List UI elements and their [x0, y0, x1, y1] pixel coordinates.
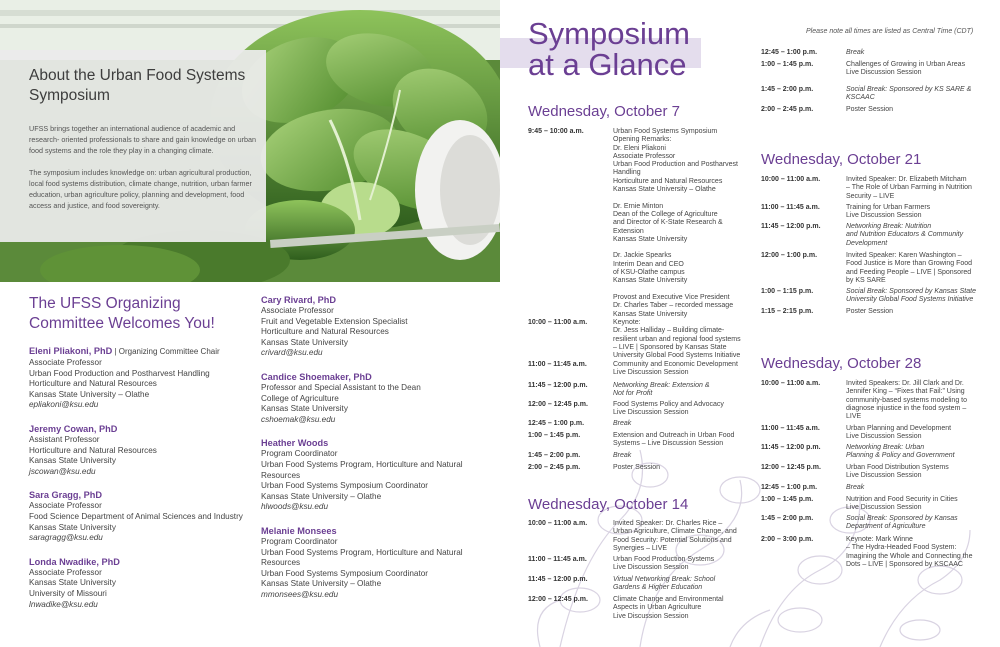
member-email-link[interactable]: lnwadike@ksu.edu — [29, 599, 98, 609]
session-description — [846, 515, 978, 532]
session-line: Social Break: Sponsored by Kansas State — [846, 288, 976, 295]
member-detail: Program Coordinator — [261, 449, 338, 459]
session-time: 10:00 – 11:00 a.m. — [528, 319, 588, 326]
session-line: Provost and Executive Vice President — [613, 293, 730, 301]
member-detail: Kansas State University — [29, 578, 116, 588]
member-email-link[interactable]: mmonsees@ksu.edu — [261, 589, 339, 599]
session-line: Live Discussion Session — [613, 369, 689, 377]
session-time: 12:00 – 1:00 p.m. — [761, 252, 818, 259]
session-description — [846, 536, 978, 569]
session-time: 1:00 – 1:45 p.m. — [761, 61, 814, 68]
member-name — [261, 437, 501, 449]
session-line: diagnose injustice in the food system – — [846, 404, 967, 412]
session-description — [613, 464, 743, 472]
committee-member — [29, 489, 254, 543]
session-line: Systems – Live Discussion Session — [613, 440, 724, 448]
session-time: 11:00 – 11:45 a.m. — [761, 204, 820, 211]
session-line: of KSU-Olathe campus — [613, 269, 685, 277]
session-description — [613, 128, 743, 319]
session-line: Climate Change and Environmental — [613, 596, 724, 603]
session-line: LIVE — [846, 413, 862, 421]
session-time: 12:45 – 1:00 p.m. — [761, 484, 818, 491]
session-line: and Nutrition Educators & Community — [846, 231, 964, 239]
member-email-link[interactable]: saragragg@ksu.edu — [29, 533, 103, 543]
committee-list-left — [29, 345, 254, 622]
session-line: Dr. Jackie Spearks — [613, 252, 672, 260]
session-line: Dr. Ernie Minton — [613, 202, 664, 210]
member-detail: Associate Professor — [261, 306, 334, 315]
member-detail: Associate Professor — [29, 358, 102, 367]
session-line: Networking Break: Nutrition — [846, 223, 932, 230]
session-line: Handling — [613, 169, 641, 177]
session-line: Poster Session — [846, 308, 894, 315]
session-line: Live Discussion Session — [846, 504, 922, 512]
session-line: Dean of the College of Agriculture — [613, 210, 718, 218]
session-time: 10:00 – 11:00 a.m. — [761, 380, 821, 387]
member-detail: Professor and Special Assistant to the Dean — [261, 382, 421, 392]
session-time: 1:00 – 1:15 p.m. — [761, 288, 814, 295]
session-time: 12:00 – 12:45 p.m. — [528, 596, 588, 603]
session-line: Networking Break: Extension & — [613, 382, 710, 389]
member-detail: Urban Food Systems Symposium Coordinator — [261, 481, 429, 491]
session-line: Community and Economic Development — [613, 361, 738, 368]
session-line: community-based systems modeling to — [846, 396, 967, 404]
session-time: 10:00 – 11:00 a.m. — [528, 520, 588, 527]
session-line: Imagining the Whole and Connecting the — [846, 552, 973, 560]
session-line: Dr. Eleni Pliakoni — [613, 144, 666, 152]
session-time: 1:00 – 1:45 p.m. — [528, 432, 581, 439]
member-name-text: Cary Rivard, PhD — [261, 295, 337, 305]
session-line: Live Discussion Session — [846, 212, 922, 220]
session-line: and Director of K-State Research & — [613, 219, 723, 227]
session-line: Opening Remarks: — [613, 136, 672, 144]
session-description — [846, 106, 978, 114]
session-line: Break — [613, 452, 632, 459]
session-line: Poster Session — [613, 464, 661, 471]
session-time: 1:15 – 2:15 p.m. — [761, 308, 814, 315]
member-email-link[interactable]: crivard@ksu.edu — [261, 348, 323, 358]
member-name — [261, 371, 501, 383]
session-line: Dr. Jess Halliday – Building climate- — [613, 327, 725, 335]
session-description — [846, 484, 978, 492]
session-line: – LIVE | Sponsored by Kansas State — [613, 343, 727, 351]
member-name-text: Heather Woods — [261, 438, 329, 449]
session-line: Synergies – LIVE — [613, 544, 668, 552]
session-line: Challenges of Growing in Urban Areas — [846, 61, 966, 68]
member-detail: Horticulture and Natural Resources — [29, 445, 157, 455]
member-email-link[interactable]: hlwoods@ksu.edu — [261, 502, 329, 512]
session-description — [613, 361, 743, 378]
session-line: Break — [846, 484, 865, 491]
session-line: Live Discussion Session — [846, 433, 922, 441]
timezone-note: Please note all times are listed as Central Time (CDT) — [806, 28, 974, 35]
member-name — [29, 423, 254, 435]
session-line: University Global Food Systems Initiative — [846, 296, 974, 304]
member-name — [29, 345, 254, 358]
session-time: 1:45 – 2:00 p.m. — [528, 452, 581, 459]
session-description — [613, 319, 743, 360]
member-detail: University of Missouri — [29, 588, 107, 598]
session-line: Kansas State University — [613, 310, 688, 318]
member-detail: Associate Professor — [29, 567, 102, 577]
member-detail: Kansas State University – Olathe — [261, 579, 382, 589]
symposium-title — [528, 18, 690, 80]
session-line: Poster Session — [846, 106, 894, 113]
session-line: Aspects in Urban Agriculture — [613, 604, 702, 612]
member-name — [261, 525, 501, 537]
session-line: Associate Professor — [613, 152, 676, 160]
session-time: 11:45 – 12:00 p.m. — [761, 223, 821, 230]
session-line: Nutrition and Food Security in Cities — [846, 496, 958, 503]
committee-member — [261, 525, 501, 601]
session-description — [613, 556, 743, 573]
session-time: 11:45 – 12:00 p.m. — [528, 382, 588, 389]
session-line: Invited Speaker: Dr. Charles Rice – — [613, 520, 723, 527]
session-line — [613, 244, 743, 252]
session-line: Break — [846, 49, 865, 56]
member-email-link[interactable]: cshoemak@ksu.edu — [261, 414, 336, 424]
session-line: Urban Planning and Development — [846, 425, 952, 432]
session-description — [846, 464, 978, 481]
member-detail: Urban Food Systems Symposium Coordinator — [261, 568, 429, 578]
committee-member — [29, 423, 254, 477]
session-description — [613, 382, 743, 399]
session-line: Live Discussion Session — [846, 69, 922, 77]
session-line: Live Discussion Session — [613, 612, 689, 620]
session-line: Networking Break: Urban — [846, 444, 925, 451]
session-description — [846, 204, 978, 221]
member-detail: Horticulture and Natural Resources — [29, 379, 157, 389]
about-paragraph-1: UFSS brings together an international audience of academic and research- oriented professionals to share and gain knowledge on urban food systems and the role they play in a changing climate. — [29, 124, 256, 155]
session-line: resilient urban and regional food systems — [613, 335, 741, 343]
member-name-text: Londa Nwadike, PhD — [29, 556, 120, 567]
session-description — [846, 380, 978, 421]
committee-member — [261, 437, 501, 513]
session-line: Social Break: Sponsored by KS SARE & — [846, 86, 972, 93]
session-time: 11:00 – 11:45 a.m. — [528, 556, 587, 563]
about-title: About the Urban Food Systems Symposium — [29, 67, 246, 104]
session-description — [613, 401, 743, 418]
session-line: Interim Dean and CEO — [613, 260, 684, 268]
session-line: Kansas State University — [613, 235, 688, 243]
session-line: Live Discussion Session — [846, 472, 922, 480]
session-line: Urban Agriculture, Climate Change, and — [613, 528, 737, 536]
member-detail: Fruit and Vegetable Extension Specialist — [261, 316, 408, 326]
session-line: Not for Profit — [613, 390, 653, 398]
session-time: 11:45 – 12:00 p.m. — [761, 444, 821, 451]
member-email-link[interactable]: epliakoni@ksu.edu — [29, 400, 99, 410]
member-detail: Kansas State University – Olathe — [29, 389, 150, 399]
session-description — [613, 452, 743, 460]
session-description — [613, 420, 743, 428]
member-detail: Urban Food Systems Program, Horticulture and Natural Resources — [261, 547, 463, 568]
session-time: 11:00 – 11:45 a.m. — [528, 361, 587, 368]
member-name-text: Eleni Pliakoni, PhD — [29, 346, 113, 356]
member-detail: Kansas State University – Olathe — [261, 491, 382, 501]
member-email-link[interactable]: jscowan@ksu.edu — [29, 466, 96, 476]
session-time: 12:00 – 12:45 p.m. — [761, 464, 821, 471]
session-time: 12:45 – 1:00 p.m. — [761, 49, 818, 56]
session-description — [846, 425, 978, 442]
member-name-text: Candice Shoemaker, PhD — [261, 371, 372, 382]
committee-member — [29, 345, 254, 411]
member-detail: Kansas State University — [261, 404, 348, 414]
session-line: KSCAAC — [846, 94, 875, 102]
member-detail: Kansas State University — [29, 522, 116, 532]
day-heading-oct7: Wednesday, October 7 — [528, 103, 681, 120]
session-line: Extension — [613, 227, 644, 235]
session-description — [846, 444, 978, 461]
session-line: Kansas State University — [613, 277, 688, 285]
session-description — [613, 520, 743, 553]
session-line: Dots – LIVE | Sponsored by KSCAAC — [846, 560, 963, 568]
committee-list-right — [261, 294, 501, 612]
title-line-2: at a Glance — [528, 47, 687, 82]
session-line: Urban Food Production and Postharvest — [613, 161, 738, 169]
session-line: Invited Speaker: Karen Washington – — [846, 252, 962, 259]
session-line: Urban Food Systems Symposium — [613, 128, 718, 135]
member-detail: Kansas State University — [29, 456, 116, 466]
day-heading-oct14: Wednesday, October 14 — [528, 496, 689, 513]
member-detail: Horticulture and Natural Resources — [261, 327, 389, 337]
session-line: Development — [846, 239, 888, 247]
session-line: Social Break: Sponsored by Kansas — [846, 515, 958, 522]
session-time: 12:00 – 12:45 p.m. — [528, 401, 588, 408]
session-line: Virtual Networking Break: School — [613, 576, 716, 583]
session-time: 1:45 – 2:00 p.m. — [761, 515, 814, 522]
session-line: University Global Food Systems Initiative — [613, 352, 741, 360]
session-time: 12:45 – 1:00 p.m. — [528, 420, 585, 427]
session-line — [613, 194, 743, 202]
session-line: Food Systems Policy and Advocacy — [613, 401, 724, 408]
session-line: by KS SARE — [846, 276, 886, 284]
session-line: Urban Food Distribution Systems — [846, 464, 949, 471]
session-line: Horticulture and Natural Resources — [613, 177, 723, 185]
member-detail: College of Agriculture — [261, 393, 339, 403]
member-detail: Food Science Department of Animal Sciences and Industry — [29, 511, 243, 521]
session-line: Food Security: Potential Solutions and — [613, 536, 732, 544]
session-time: 11:45 – 12:00 p.m. — [528, 576, 588, 583]
member-detail: Program Coordinator — [261, 536, 338, 546]
member-name — [29, 489, 254, 501]
session-line: Invited Speakers: Dr. Jill Clark and Dr. — [846, 380, 964, 387]
title-line-1: Symposium — [528, 16, 690, 51]
about-panel — [0, 50, 266, 242]
member-name-text: Melanie Monsees — [261, 525, 337, 536]
session-line: Jennifer King – “Fixes that Fail:” Using — [846, 388, 965, 396]
session-time: 9:45 – 10:00 a.m. — [528, 128, 584, 135]
session-description — [846, 176, 978, 201]
session-line — [613, 286, 743, 294]
session-time: 2:00 – 2:45 p.m. — [528, 464, 581, 471]
session-line: Keynote: — [613, 319, 641, 326]
session-description — [846, 308, 978, 316]
session-line: Security – LIVE — [846, 192, 895, 200]
session-line: Department of Agriculture — [846, 523, 926, 531]
session-description — [613, 576, 743, 593]
session-line: Keynote: Mark Winne — [846, 536, 913, 543]
about-paragraph-2: The symposium includes knowledge on: urban agricultural production, local food systems distribution, climate change, nutrition, urban farmer education, urban agriculture policy, planning and development, food access and justice, and food sovereignty. — [29, 168, 252, 210]
session-line: Dr. Charles Taber – recorded message — [613, 302, 734, 310]
session-description — [846, 223, 978, 248]
session-line: Training for Urban Farmers — [846, 204, 931, 211]
session-time: 2:00 – 2:45 p.m. — [761, 106, 814, 113]
member-name — [261, 294, 501, 306]
day-heading-oct21: Wednesday, October 21 — [761, 151, 922, 168]
session-description — [846, 252, 978, 285]
member-detail: Associate Professor — [29, 501, 102, 511]
session-description — [846, 496, 978, 513]
member-name — [29, 556, 254, 568]
session-line: Food Justice is More than Growing Food — [846, 260, 973, 268]
committee-member — [29, 556, 254, 610]
member-detail: Urban Food Production and Postharvest Handling — [29, 368, 210, 378]
session-description — [846, 49, 978, 57]
committee-member — [261, 371, 501, 425]
session-line: – The Hydra-Headed Food System: — [846, 544, 957, 552]
session-description — [846, 288, 978, 305]
session-line: Kansas State University – Olathe — [613, 186, 716, 194]
hero-photo — [0, 0, 500, 282]
session-time: 11:00 – 11:45 a.m. — [761, 425, 820, 432]
session-time: 1:45 – 2:00 p.m. — [761, 86, 814, 93]
session-time: 2:00 – 3:00 p.m. — [761, 536, 814, 543]
session-line: Urban Food Production Systems — [613, 556, 715, 563]
member-detail: Kansas State University — [261, 337, 348, 347]
member-role: | Organizing Committee Chair — [112, 347, 220, 356]
session-line: – The Role of Urban Farming in Nutrition — [846, 184, 972, 192]
session-line: Gardens & Higher Education — [613, 584, 703, 592]
committee-member — [261, 294, 501, 359]
member-detail: Urban Food Systems Program, Horticulture and Natural Resources — [261, 459, 463, 480]
committee-title: The UFSS Organizing Committee Welcomes You! — [29, 295, 215, 332]
session-time: 10:00 – 11:00 a.m. — [761, 176, 821, 183]
session-description — [613, 432, 743, 449]
session-description — [613, 596, 743, 621]
session-time: 1:00 – 1:45 p.m. — [761, 496, 814, 503]
session-description — [846, 86, 978, 103]
session-line: Planning & Policy and Government — [846, 452, 955, 460]
session-line: Live Discussion Session — [613, 564, 689, 572]
session-line: Break — [613, 420, 632, 427]
member-name-text: Sara Gragg, PhD — [29, 490, 103, 501]
session-line: and Feeding People – LIVE | Sponsored — [846, 268, 972, 276]
session-description — [846, 61, 978, 78]
day-heading-oct28: Wednesday, October 28 — [761, 355, 922, 372]
member-name-text: Jeremy Cowan, PhD — [29, 423, 118, 434]
session-line: Live Discussion Session — [613, 409, 689, 417]
member-detail: Assistant Professor — [29, 434, 100, 444]
session-line: Invited Speaker: Dr. Elizabeth Mitcham — [846, 176, 967, 183]
session-line: Extension and Outreach in Urban Food — [613, 432, 735, 439]
